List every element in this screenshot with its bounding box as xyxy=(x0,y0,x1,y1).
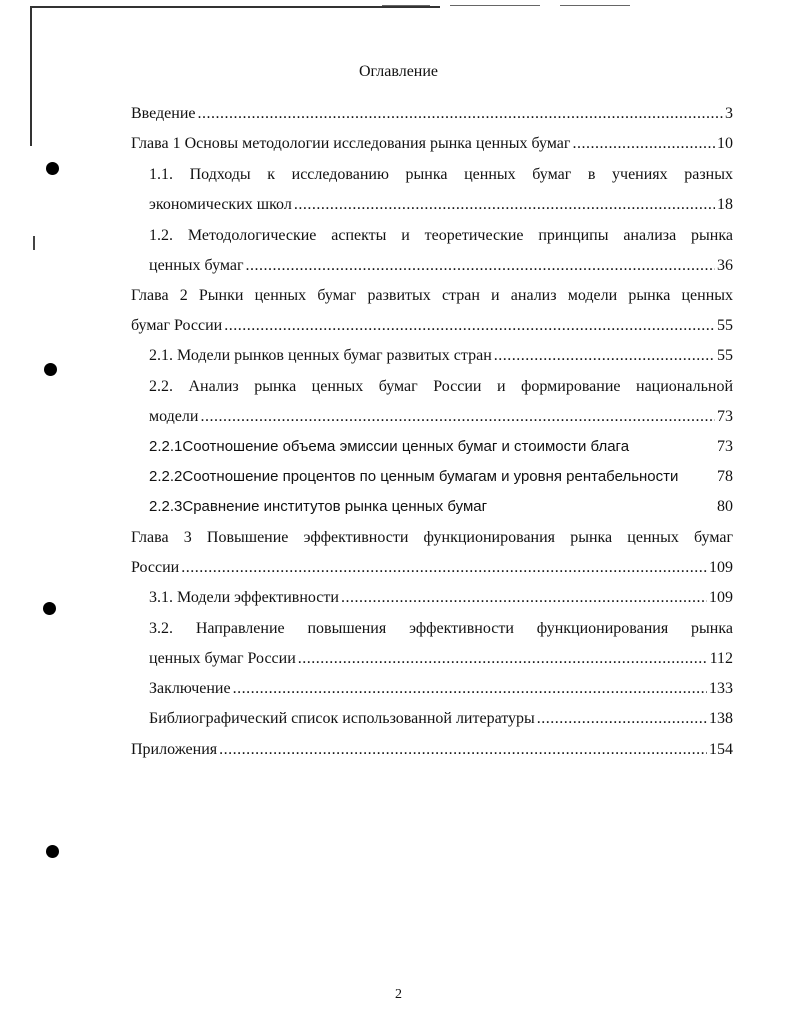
toc-entry[interactable]: Введение ..... 3 xyxy=(131,103,733,125)
page-number: 2 xyxy=(395,987,402,1002)
punch-hole-mark xyxy=(44,363,57,376)
toc-entry[interactable]: бумаг России ..... 55 xyxy=(131,315,733,337)
toc-entry-line1: 1.2. Методологические аспекты и теоретические принципы анализа рынка xyxy=(149,227,733,244)
punch-hole-mark xyxy=(46,162,59,175)
toc-entry[interactable]: Приложения ..... 154 xyxy=(131,739,733,761)
toc-entry-line1: 3.2. Направление повышения эффективности функционирования рынка xyxy=(149,620,733,637)
toc-entry-line1: 2.2. Анализ рынка ценных бумаг России и формирование национальной xyxy=(149,378,733,395)
toc-entry[interactable]: Заключение ..... 133 xyxy=(149,678,733,700)
toc-entry[interactable]: Библиографический список использованной литературы ..... 138 xyxy=(149,708,733,730)
toc-entry[interactable]: 3.1. Модели эффективности ..... 109 xyxy=(149,587,733,609)
toc-entry[interactable]: 2.2.3Сравнение институтов рынка ценных бумаг 80 xyxy=(149,498,733,515)
toc-entry[interactable]: ценных бумаг России ..... 112 xyxy=(149,648,733,670)
toc-entry[interactable]: 2.1. Модели рынков ценных бумаг развитых стран ..... 55 xyxy=(149,345,733,367)
toc-entry-line1: Глава 3 Повышение эффективности функционирования рынка ценных бумаг xyxy=(131,529,733,546)
toc-entry[interactable]: России ..... 109 xyxy=(131,557,733,579)
toc-entry[interactable]: ценных бумаг ..... 36 xyxy=(149,255,733,277)
toc-entry[interactable]: Глава 1 Основы методологии исследования рынка ценных бумаг ..... 10 xyxy=(131,133,733,155)
scan-artifact xyxy=(450,5,540,6)
page-title: Оглавление xyxy=(358,63,439,80)
punch-hole-mark xyxy=(43,602,56,615)
punch-hole-mark xyxy=(46,845,59,858)
scan-artifact xyxy=(33,236,35,250)
scan-artifact xyxy=(382,5,430,6)
toc-entry[interactable]: 2.2.2Соотношение процентов по ценным бумагам и уровня рентабельности 78 xyxy=(149,468,733,485)
toc-entry[interactable]: модели ..... 73 xyxy=(149,406,733,428)
scan-border-top xyxy=(30,6,440,8)
toc-entry[interactable]: 2.2.1Соотношение объема эмиссии ценных бумаг и стоимости блага 73 xyxy=(149,438,733,455)
toc-entry-line1: 1.1. Подходы к исследованию рынка ценных бумаг в учениях разных xyxy=(149,166,733,183)
toc-entry[interactable]: экономических школ ..... 18 xyxy=(149,194,733,216)
scan-artifact xyxy=(560,5,630,6)
toc-entry-line1: Глава 2 Рынки ценных бумаг развитых стран и анализ модели рынка ценных xyxy=(131,287,733,304)
